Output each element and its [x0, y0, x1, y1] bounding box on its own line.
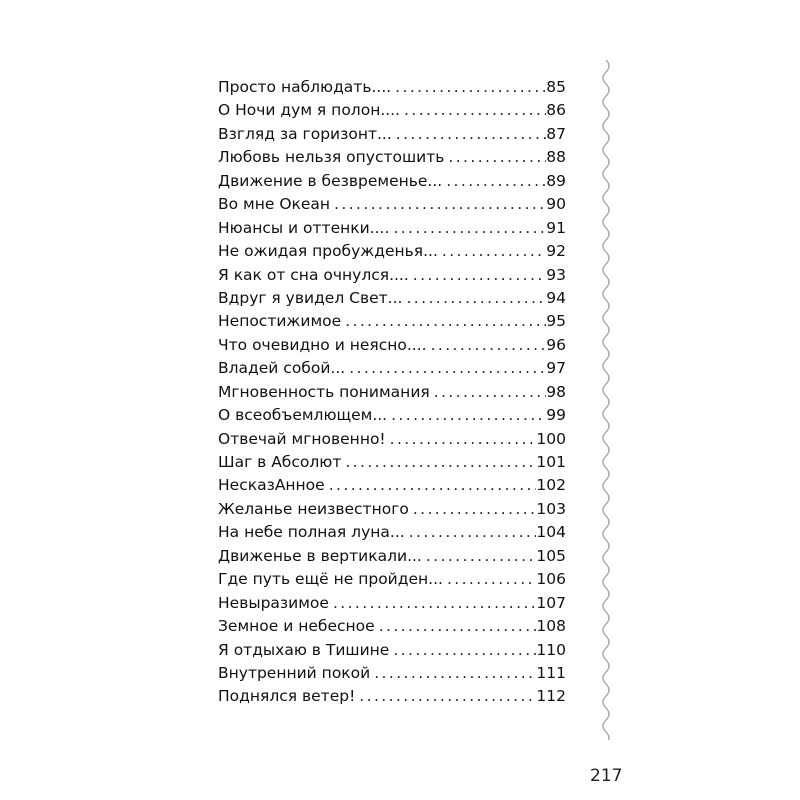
- toc-entry-title: Земное и небесное: [218, 617, 375, 636]
- toc-entry-title: Просто наблюдать....: [218, 78, 392, 96]
- dot-leader: [341, 451, 536, 474]
- toc-entry-page: 88: [546, 148, 566, 167]
- toc-entry-title: Поднялся ветер!: [218, 687, 356, 706]
- toc-entry: [218, 615, 566, 638]
- toc-entry: [218, 123, 566, 146]
- dot-leader: [427, 334, 547, 357]
- toc-entry-page: 107: [536, 593, 566, 612]
- toc-entry: [218, 474, 566, 497]
- dot-leader: [409, 498, 537, 521]
- toc-entry-page: 111: [536, 663, 566, 682]
- toc-entry-title: Не ожидая пробужденья...: [218, 242, 438, 261]
- dot-leader: [387, 404, 546, 427]
- toc-entry-title: Владей собой...: [218, 359, 346, 378]
- toc-entry-page: 98: [546, 382, 566, 401]
- dot-leader: [405, 521, 537, 544]
- toc-entry-page: 95: [546, 312, 566, 331]
- toc-entry-title: О всеобъемлющем...: [218, 406, 388, 425]
- toc-entry: [218, 498, 566, 521]
- toc-entry-title: Движение в безвременье...: [218, 171, 443, 190]
- dot-leader: [409, 264, 546, 287]
- toc-entry-title: Невыразимое: [218, 593, 329, 612]
- dot-leader: [392, 123, 546, 146]
- toc-entry-title: Я отдыхаю в Тишине: [218, 640, 390, 659]
- toc-entry: [218, 662, 566, 685]
- toc-entry: [218, 240, 566, 263]
- toc-entry: [218, 545, 566, 568]
- toc-entry-page: 92: [546, 242, 566, 261]
- toc-entry-page: 85: [546, 78, 566, 96]
- toc-entry-page: 110: [536, 640, 566, 659]
- dot-leader: [389, 217, 546, 240]
- dot-leader: [375, 615, 537, 638]
- toc-entry-page: 91: [546, 218, 566, 237]
- toc-entry-title: Мгновенность понимания: [218, 382, 430, 401]
- toc-entry: [218, 381, 566, 404]
- dot-leader: [330, 193, 546, 216]
- dot-leader: [430, 381, 547, 404]
- toc-entry: [218, 685, 566, 708]
- toc-entry-page: 99: [546, 406, 566, 425]
- dot-leader: [325, 474, 537, 497]
- toc-entry: [218, 170, 566, 193]
- dot-leader: [329, 592, 536, 615]
- toc-entry-title: Где путь ещё не пройден...: [218, 570, 443, 589]
- toc-entry: [218, 146, 566, 169]
- toc-entry-title: Отвечай мгновенно!: [218, 429, 386, 448]
- toc-entry-page: 102: [536, 476, 566, 495]
- toc-entry-title: Желанье неизвестного: [218, 499, 409, 518]
- toc-entry: [218, 264, 566, 287]
- toc-entry: [218, 428, 566, 451]
- dot-leader: [355, 685, 536, 708]
- toc-entry: [218, 521, 566, 544]
- dot-leader: [341, 310, 546, 333]
- toc-entry: [218, 76, 566, 99]
- toc-entry-title: На небе полная луна...: [218, 523, 405, 542]
- toc-entry-title: О Ночи дум я полон....: [218, 101, 401, 120]
- toc-entry-title: НесказАнное: [218, 476, 325, 495]
- toc-entry-title: Во мне Океан: [218, 195, 331, 214]
- toc-entry-page: 90: [546, 195, 566, 214]
- dot-leader: [442, 170, 546, 193]
- dot-leader: [444, 146, 546, 169]
- dot-leader: [400, 99, 546, 122]
- dot-leader: [386, 428, 537, 451]
- toc-entry: [218, 592, 566, 615]
- toc-entry-title: Что очевидно и неясно....: [218, 335, 427, 354]
- toc-entry-page: 94: [546, 288, 566, 307]
- dot-leader: [438, 240, 546, 263]
- toc-entry: [218, 99, 566, 122]
- toc-entry-page: 87: [546, 124, 566, 143]
- toc-entry-page: 108: [536, 617, 566, 636]
- toc-entry: [218, 334, 566, 357]
- toc-entry-page: 97: [546, 359, 566, 378]
- toc-entry: [218, 451, 566, 474]
- toc-entry-page: 86: [546, 101, 566, 120]
- toc-entry-title: Непостижимое: [218, 312, 342, 331]
- toc-entry: [218, 357, 566, 380]
- toc-entry-page: 96: [546, 335, 566, 354]
- toc-entry: [218, 639, 566, 662]
- toc-entry: [218, 310, 566, 333]
- dot-leader: [443, 568, 536, 591]
- toc-entry-page: 103: [536, 499, 566, 518]
- dot-leader: [370, 662, 536, 685]
- toc-entry-page: 100: [536, 429, 566, 448]
- page-number: 217: [590, 766, 623, 786]
- dot-leader: [402, 287, 546, 310]
- toc-entry-page: 104: [536, 523, 566, 542]
- toc-entry: [218, 287, 566, 310]
- toc-entry: [218, 568, 566, 591]
- toc-entry-page: 89: [546, 171, 566, 190]
- toc-entry-title: Движенье в вертикали...: [218, 546, 422, 565]
- toc-entry-title: Внутренний покой: [218, 663, 371, 682]
- dot-leader: [422, 545, 537, 568]
- toc-entry-page: 105: [536, 546, 566, 565]
- dot-leader: [389, 639, 536, 662]
- toc-entry-title: Я как от сна очнулся....: [218, 265, 409, 284]
- toc-entry: [218, 404, 566, 427]
- toc-entry-page: 106: [536, 570, 566, 589]
- toc-entry-title: Любовь нельзя опустошить: [218, 148, 445, 167]
- toc-entry-page: 93: [546, 265, 566, 284]
- toc-entry-title: Нюансы и оттенки....: [218, 218, 390, 237]
- page-edge-ornament: [596, 60, 616, 740]
- toc-entry: [218, 217, 566, 240]
- dot-leader: [345, 357, 546, 380]
- toc-entry-title: Шаг в Абсолют: [218, 453, 342, 471]
- toc-entry-page: 101: [536, 453, 566, 471]
- toc-entry-title: Вдруг я увидел Свет...: [218, 288, 403, 307]
- toc-entry-page: 112: [536, 687, 566, 706]
- table-of-contents: [218, 76, 566, 709]
- toc-entry: [218, 193, 566, 216]
- dot-leader: [391, 76, 546, 99]
- toc-entry-title: Взгляд за горизонт...: [218, 124, 392, 143]
